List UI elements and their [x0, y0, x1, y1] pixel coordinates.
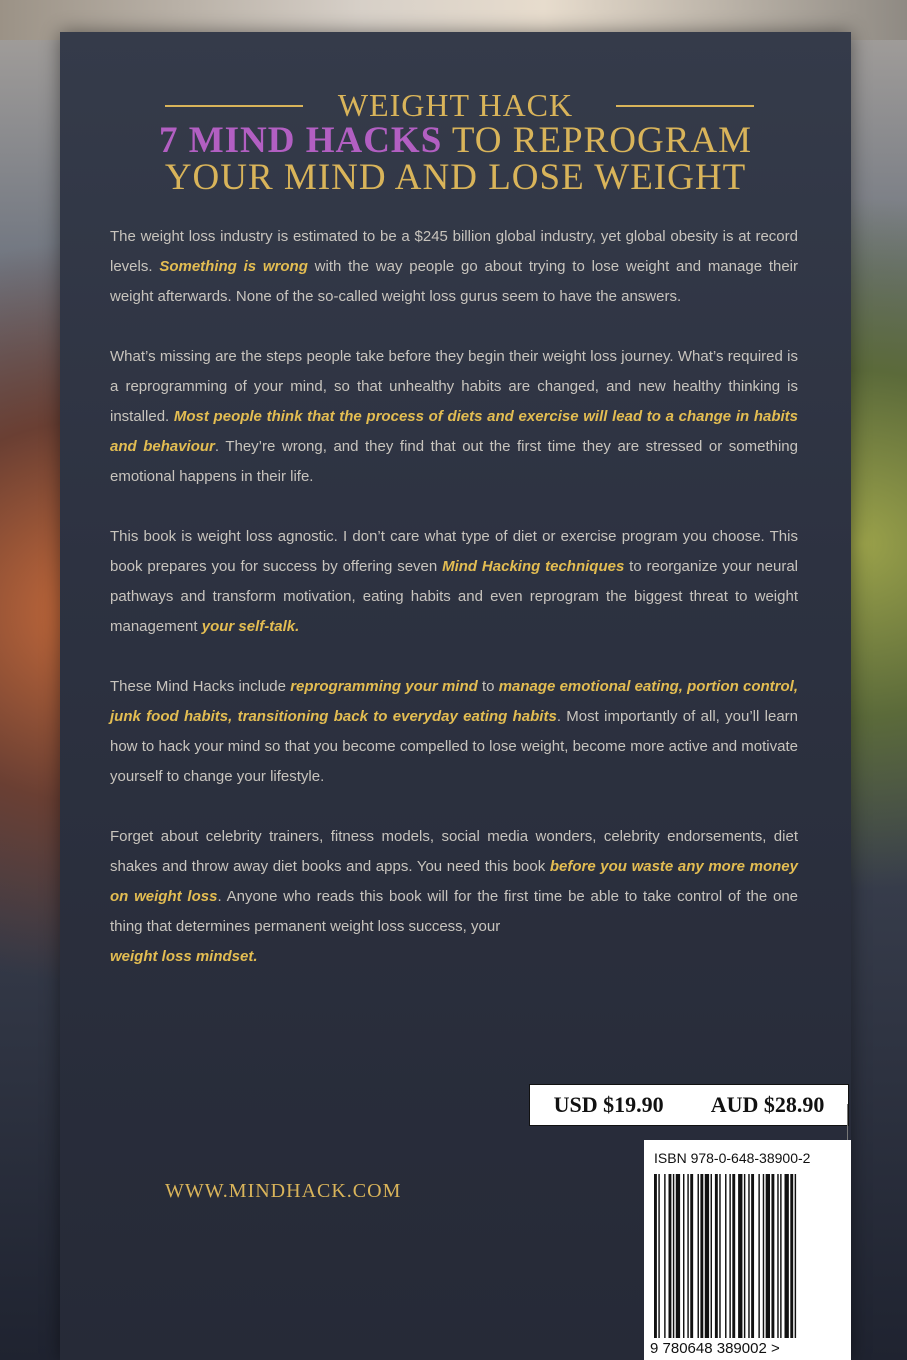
- highlight: your self-talk.: [201, 618, 300, 635]
- title-line-2-rest: TO REPROGRAM: [442, 120, 753, 161]
- divider: [847, 1104, 848, 1144]
- text: with the way people go about trying to lose weight and manage their weight afterwards. None of the so-called weight loss gurus seem to have the answers.: [110, 258, 799, 305]
- highlight: Something is wrong: [159, 258, 308, 275]
- highlight: weight loss mindset.: [110, 948, 258, 965]
- barcode-icon: [652, 1174, 842, 1338]
- blurb-paragraph-1: [110, 222, 798, 312]
- text: This book is weight loss agnostic. I don’t care what type of diet or exercise program you choose. This book prepares you for success by offering seven: [110, 528, 798, 575]
- blurb-paragraph-2: [110, 342, 798, 492]
- blurb: [110, 222, 798, 1002]
- highlight: Most people think that the process of diets and exercise will lead to a change in habits and behaviour: [110, 408, 799, 455]
- title-line-1: WEIGHT HACK: [337, 87, 574, 123]
- text: to: [477, 678, 499, 695]
- price-box: [529, 1084, 849, 1126]
- highlight: Mind Hacking techniques: [442, 558, 625, 575]
- text: What’s missing are the steps people take before they begin their weight loss journey. What’s required is a reprogramming of your mind, so that unhealthy habits are changed, and new healthy thinking is installed.: [110, 348, 798, 425]
- website-url: WWW.MINDHACK.COM: [165, 1180, 402, 1202]
- blurb-paragraph-4: [110, 672, 798, 792]
- text: . Most importantly of all, you’ll learn how to hack your mind so that you become compelled to lose weight, become more active and motivate yourself to change your lifestyle.: [110, 708, 798, 785]
- isbn-barcode: [644, 1140, 851, 1360]
- text: to reorganize your neural pathways and transform motivation, eating habits and even reprogram the biggest threat to weight management: [110, 558, 798, 635]
- title-highlight: 7 MIND HACKS: [158, 120, 443, 161]
- cover-title: [60, 88, 851, 196]
- book-back-cover: [60, 32, 851, 1360]
- highlight: manage emotional eating, portion control, junk food habits, transitioning back to everyday eating habits: [110, 678, 798, 725]
- barcode-digits: 9 780648 389002 >: [650, 1340, 780, 1357]
- blurb-paragraph-3: [110, 522, 798, 642]
- title-line-2: [60, 122, 851, 159]
- isbn-label: ISBN 978-0-648-38900-2: [654, 1150, 811, 1166]
- text: . They’re wrong, and they find that out the first time they are stressed or something emotional happens in their life.: [110, 438, 798, 485]
- text: These Mind Hacks include: [110, 678, 291, 695]
- text: . Anyone who reads this book will for the first time be able to take control of the one thing that determines permanent weight loss success, your: [110, 888, 798, 935]
- highlight: before you waste any more money on weight loss: [110, 858, 798, 905]
- text: Forget about celebrity trainers, fitness models, social media wonders, celebrity endorsements, diet shakes and throw away diet books and apps. You need this book: [110, 828, 798, 875]
- highlight: reprogramming your mind: [290, 678, 478, 695]
- price-aud: AUD $28.90: [710, 1092, 825, 1117]
- title-line-3: YOUR MIND AND LOSE WEIGHT: [164, 157, 747, 198]
- blurb-paragraph-5: [110, 822, 798, 972]
- text: The weight loss industry is estimated to be a $245 billion global industry, yet global obesity is at record levels.: [110, 228, 798, 275]
- price-usd: USD $19.90: [553, 1092, 664, 1117]
